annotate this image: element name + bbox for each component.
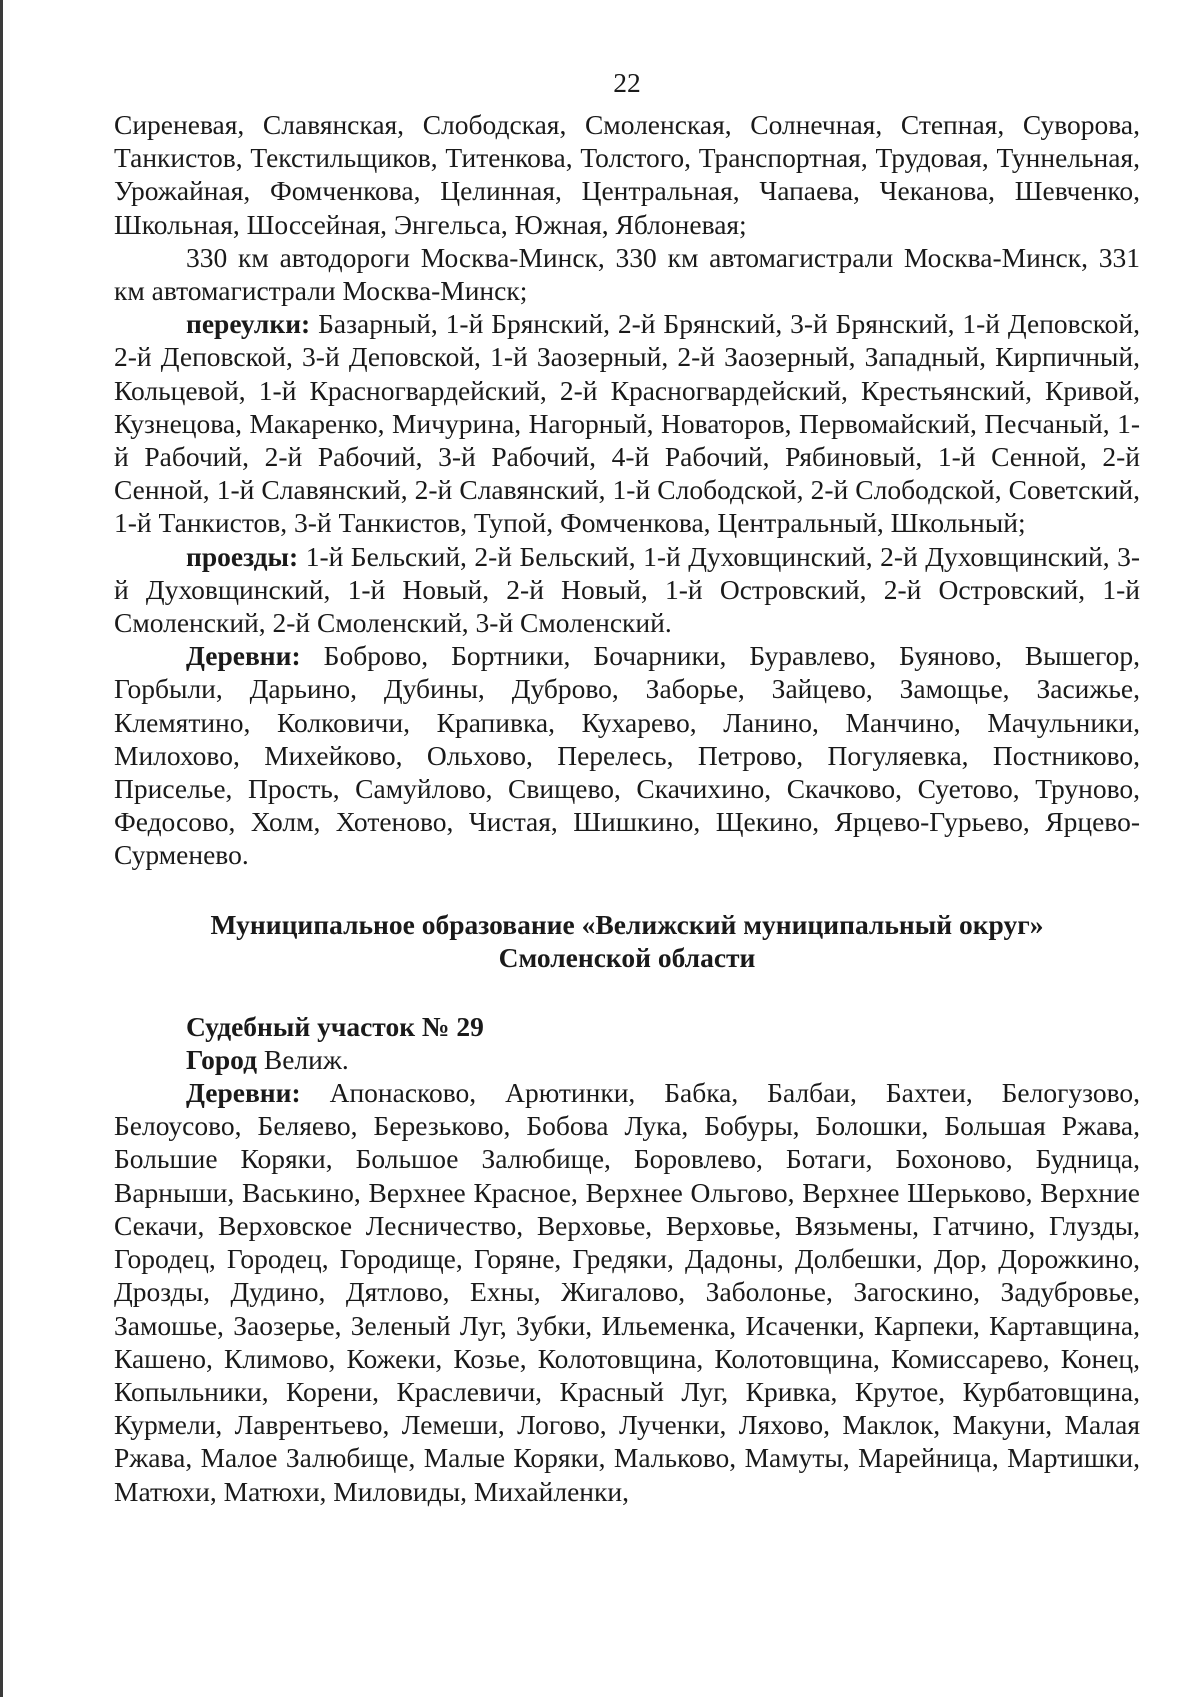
passages-text: 1-й Бельский, 2-й Бельский, 1-й Духовщинский, 2-й Духовщинский, 3-й Духовщинский, 1-й Новый, 2-й Новый, 1-й Островский, 2-й Островский, 1-й Смоленский, 2-й Смоленский, 3-й Смоленский.: [114, 540, 1141, 639]
highways-paragraph: 330 км автодороги Москва-Минск, 330 км автомагистрали Москва-Минск, 331 км автомагистрали Москва-Минск;: [114, 241, 1140, 307]
document-page: [114, 66, 1140, 1508]
city-paragraph: [114, 1043, 1140, 1076]
section-title-line2: Смоленской области: [498, 941, 756, 973]
city-text: Велиж.: [263, 1043, 349, 1075]
lanes-label: переулки:: [186, 308, 311, 340]
villages-label: Деревни:: [186, 640, 301, 672]
scan-edge: [0, 0, 3, 1697]
lanes-paragraph: [114, 307, 1140, 539]
district-label: Судебный участок № 29: [186, 1010, 484, 1042]
city-label: Город: [186, 1043, 257, 1075]
streets-paragraph: Сиреневая, Славянская, Слободская, Смоленская, Солнечная, Степная, Суворова, Танкистов, Текстильщиков, Титенкова, Толстого, Транспортная, Трудовая, Туннельная, Урожайная, Фомченкова, Целинная, Центральная, Чапаева, Чеканова, Шевченко, Школьная, Шоссейная, Энгельса, Южная, Яблоневая;: [114, 109, 1140, 240]
passages-label: проезды:: [186, 540, 299, 572]
district-paragraph: [114, 1010, 1140, 1043]
section-heading: [114, 908, 1140, 974]
villages-label-2: Деревни:: [186, 1077, 301, 1109]
lanes-text: Базарный, 1-й Брянский, 2-й Брянский, 3-й Брянский, 1-й Деповской, 2-й Деповской, 3-й Деповской, 1-й Заозерный, 2-й Заозерный, Западный, Кирпичный, Кольцевой, 1-й Красногвардейский, 2-й Красногвардейский, Крестьянский, Кривой, Кузнецова, Макаренко, Мичурина, Нагорный, Новаторов, Первомайский, Песчаный, 1-й Рабочий, 2-й Рабочий, 3-й Рабочий, 4-й Рабочий, Рябиновый, 1-й Сенной, 2-й Сенной, 1-й Славянский, 2-й Славянский, 1-й Слободской, 2-й Слободской, Советский, 1-й Танкистов, 3-й Танкистов, Тупой, Фомченкова, Центральный, Школьный;: [114, 308, 1141, 539]
villages-paragraph: [114, 639, 1140, 871]
section-title-line1: Муниципальное образование «Велижский муниципальный округ»: [210, 908, 1044, 940]
villages-paragraph-2: [114, 1076, 1140, 1508]
villages-text-2: Апонасково, Арютинки, Бабка, Балбаи, Бахтеи, Белогузово, Белоусово, Беляево, Березьково, Бобова Лука, Бобуры, Болошки, Большая Ржава, Большие Коряки, Большое Залюбище, Боровлево, Ботаги, Бохоново, Будница, Варныши, Васькино, Верхнее Красное, Верхнее Ольгово, Верхнее Шерьково, Верхние Секачи, Верховское Лесничество, Верховье, Верховье, Вязьмены, Гатчино, Глузды, Городец, Городец, Городище, Горяне, Гредяки, Дадоны, Долбешки, Дор, Дорожкино, Дрозды, Дудино, Дятлово, Ехны, Жигалово, Заболонье, Загоскино, Задубровье, Замошье, Заозерье, Зеленый Луг, Зубки, Ильеменка, Исаченки, Карпеки, Картавщина, Кашено, Климово, Кожеки, Козье, Колотовщина, Колотовщина, Комиссарево, Конец, Копыльники, Корени, Краслевичи, Красный Луг, Кривка, Крутое, Курбатовщина, Курмели, Лаврентьево, Лемеши, Логово, Лученки, Ляхово, Маклок, Макуни, Малая Ржава, Малое Залюбище, Малые Коряки, Мальково, Мамуты, Марейница, Мартишки, Матюхи, Матюхи, Миловиды, Михайленки,: [114, 1077, 1140, 1507]
page-number: 22: [613, 67, 641, 98]
villages-text: Боброво, Бортники, Бочарники, Буравлево, Буяново, Вышегор, Горбыли, Дарьино, Дубины, Дуброво, Заборье, Зайцево, Замощье, Засижье, Клемятино, Колковичи, Крапивка, Кухарево, Ланино, Манчино, Мачульники, Милохово, Михейково, Ольхово, Перелесь, Петрово, Погуляевка, Постниково, Приселье, Прость, Самуйлово, Свищево, Скачихино, Скачково, Суетово, Труново, Федосово, Холм, Хотеново, Чистая, Шишкино, Щекино, Ярцево-Гурьево, Ярцево-Сурменево.: [114, 640, 1141, 871]
passages-paragraph: [114, 540, 1140, 640]
